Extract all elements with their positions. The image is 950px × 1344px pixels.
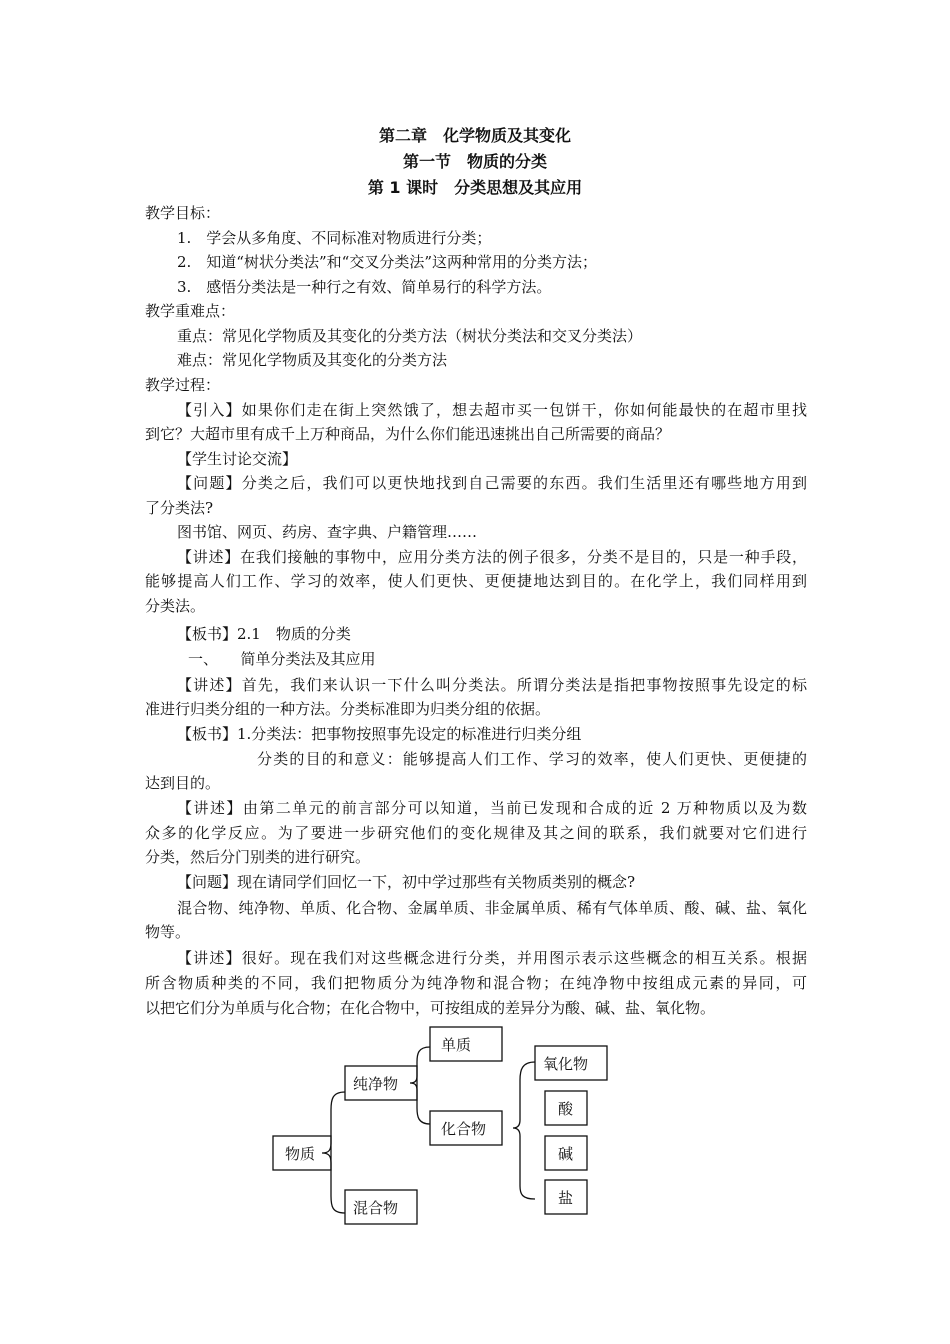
- node-element: 单质: [441, 1036, 472, 1054]
- purpose-line-1: 分类的目的和意义：能够提高人们工作、学习的效率，使人们更快、更便捷的: [257, 750, 807, 768]
- brace-substance: [322, 1092, 345, 1213]
- section-title: 第一节 物质的分类: [402, 152, 547, 171]
- discussion-label: 【学生讨论交流】: [177, 450, 298, 468]
- objective-2: 2. 知道“树状分类法”和“交叉分类法”这两种常用的分类方法；: [177, 253, 597, 271]
- node-compound: 化合物: [441, 1120, 487, 1138]
- narration-4-line-3: 以把它们分为单质与化合物；在化合物中，可按组成的差异分为酸、碱、盐、氧化物。: [145, 999, 716, 1017]
- node-salt: 盐: [558, 1189, 574, 1207]
- difficult-point: 难点：常见化学物质及其变化的分类方法: [177, 351, 448, 369]
- intro-line-2: 到它？大超市里有成千上万种商品，为什么你们能迅速挑出自己所需要的商品？: [145, 425, 671, 443]
- key-point: 重点：常见化学物质及其变化的分类方法（树状分类法和交叉分类法）: [177, 327, 643, 345]
- node-acid: 酸: [558, 1100, 574, 1118]
- narration-3-line-1: 【讲述】由第二单元的前言部分可以知道，当前已发现和合成的近 2 万种物质以及为数: [177, 799, 807, 817]
- question-1-line-1: 【问题】分类之后，我们可以更快地找到自己需要的东西。我们生活里还有哪些地方用到: [177, 474, 807, 492]
- intro-line-1: 【引入】如果你们走在街上突然饿了，想去超市买一包饼干，你如何能最快的在超市里找: [177, 401, 807, 419]
- narration-4-line-2: 所含物质种类的不同，我们把物质分为纯净物和混合物；在纯净物中按组成元素的异同，可: [145, 974, 807, 992]
- chapter-title: 第二章 化学物质及其变化: [378, 126, 571, 145]
- node-base: 碱: [558, 1145, 574, 1163]
- narration-3-line-2: 众多的化学反应。为了要进一步研究他们的变化规律及其之间的联系，我们就要对它们进行: [145, 824, 807, 842]
- narration-2-line-2: 准进行归类分组的一种方法。分类标准即为归类分组的依据。: [145, 700, 551, 718]
- question-2: 【问题】现在请同学们回忆一下，初中学过那些有关物质类别的概念?: [177, 873, 636, 891]
- node-mixture: 混合物: [353, 1199, 399, 1217]
- board-2: 【板书】1.分类法：把事物按照事先设定的标准进行归类分组: [177, 725, 582, 743]
- narration-2-line-1: 【讲述】首先，我们来认识一下什么叫分类法。所谓分类法是指把事物按照事先设定的标: [177, 676, 807, 694]
- question-1-line-2: 了分类法?: [145, 499, 214, 517]
- node-pure-substance: 纯净物: [353, 1075, 399, 1093]
- key-points-label: 教学重难点：: [145, 302, 236, 320]
- node-substance: 物质: [285, 1145, 316, 1163]
- answer-1: 图书馆、网页、药房、查字典、户籍管理……: [177, 523, 478, 541]
- objective-1: 1. 学会从多角度、不同标准对物质进行分类；: [177, 229, 492, 247]
- narration-3-line-3: 分类，然后分门别类的进行研究。: [145, 848, 371, 866]
- brace-pure-substance: [410, 1047, 430, 1124]
- narration-1-line-1: 【讲述】在我们接触的事物中，应用分类方法的例子很多，分类不是目的，只是一种手段，: [177, 548, 807, 566]
- board-1: 【板书】2.1 物质的分类: [177, 625, 351, 643]
- narration-1-line-3: 分类法。: [145, 597, 206, 615]
- node-oxide: 氧化物: [543, 1055, 589, 1073]
- objective-3: 3. 感悟分类法是一种行之有效、简单易行的科学方法。: [177, 278, 552, 296]
- brace-compound: [513, 1062, 535, 1199]
- process-label: 教学过程：: [145, 376, 221, 394]
- purpose-line-2: 达到目的。: [145, 774, 221, 792]
- objectives-label: 教学目标：: [145, 204, 221, 222]
- narration-4-line-1: 【讲述】很好。现在我们对这些概念进行分类，并用图示表示这些概念的相互关系。根据: [177, 949, 807, 967]
- answer-2-line-1: 混合物、纯净物、单质、化合物、金属单质、非金属单质、稀有气体单质、酸、碱、盐、氧化: [177, 899, 807, 917]
- lesson-title: 第 1 课时 分类思想及其应用: [367, 178, 583, 197]
- narration-1-line-2: 能够提高人们工作、学习的效率，使人们更快、更便捷地达到目的。在化学上，我们同样用到: [145, 572, 807, 590]
- answer-2-line-2: 物等。: [145, 923, 191, 941]
- subsection-1: 一、 简单分类法及其应用: [188, 650, 376, 668]
